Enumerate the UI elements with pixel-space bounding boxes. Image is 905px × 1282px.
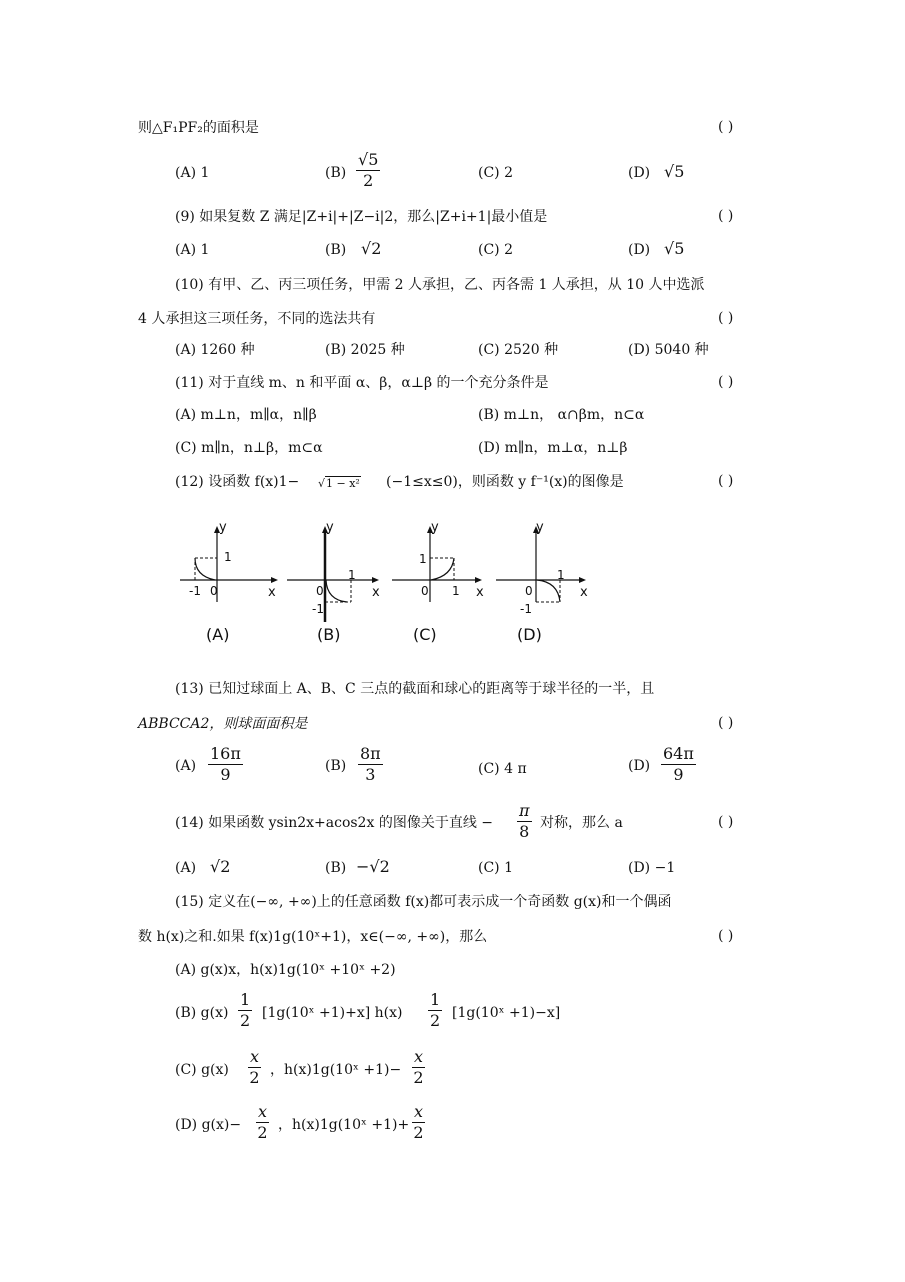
q15-answer-bracket: ( ) xyxy=(718,928,734,944)
q8-option-b-fraction: √5 2 xyxy=(358,150,379,190)
q12-graph-d-neg-one: -1 xyxy=(520,602,532,616)
q14-option-a-label: (A) xyxy=(175,860,197,876)
q12-graph-c-zero: 0 xyxy=(421,584,429,598)
q12-stem-prefix: (12) 设函数 f(x)1− xyxy=(175,474,300,490)
q9-option-a: (A) 1 xyxy=(175,242,210,258)
q12-graph-b-y-label: y xyxy=(326,520,334,535)
q15-option-a: (A) g(x)x，h(x)1g(10ˣ +10ˣ +2) xyxy=(175,962,396,978)
q9-answer-bracket: ( ) xyxy=(718,208,734,224)
q10-option-d: (D) 5040 种 xyxy=(628,342,709,358)
q12-graph-a-one: 1 xyxy=(224,550,232,564)
q9-option-b-label: (B) xyxy=(325,242,347,258)
q12-stem-suffix: (−1≤x≤0)，则函数 y f⁻¹(x)的图像是 xyxy=(386,474,624,490)
q12-graph-b-x-label: x xyxy=(372,585,380,600)
q12-graph-d-y-label: y xyxy=(536,520,544,535)
q12-graph-d-x-label: x xyxy=(580,585,588,600)
q15-option-b-prefix: (B) g(x) xyxy=(175,1005,229,1021)
q9-stem: (9) 如果复数 Z 满足|Z+i|+|Z−i|2，那么|Z+i+1|最小值是 xyxy=(175,209,548,225)
q12-graph-c-one-x: 1 xyxy=(452,584,460,598)
q13-option-a-fraction: 16π 9 xyxy=(210,744,241,784)
q15-option-d-frac-1: x 2 xyxy=(257,1102,268,1142)
q13-option-d-label: (D) xyxy=(628,758,651,774)
q10-stem-line1: (10) 有甲、乙、丙三项任务，甲需 2 人承担，乙、丙各需 1 人承担，从 10 人中选派 xyxy=(175,277,705,293)
q15-option-b-half-2: 1 2 xyxy=(430,990,441,1030)
q14-stem-fraction: π 8 xyxy=(519,801,530,841)
q14-option-c: (C) 1 xyxy=(478,860,513,876)
q12-graph-b-one: 1 xyxy=(348,568,356,582)
q8-option-d-value: √5 xyxy=(664,162,685,181)
q10-option-b: (B) 2025 种 xyxy=(325,342,405,358)
q10-option-a: (A) 1260 种 xyxy=(175,342,255,358)
q9-option-d-value: √5 xyxy=(664,239,685,258)
q11-option-c: (C) m∥n，n⊥β，m⊂α xyxy=(175,440,323,456)
q8-option-a: (A) 1 xyxy=(175,165,210,181)
q15-stem-line1: (15) 定义在(−∞, +∞)上的任意函数 f(x)都可表示成一个奇函数 g(x)和一个偶函 xyxy=(175,894,672,910)
q12-graph-b xyxy=(285,522,385,626)
q9-option-b-value: √2 xyxy=(361,239,382,258)
q15-option-b-half-1: 1 2 xyxy=(240,990,251,1030)
q15-option-d-prefix: (D) g(x)− xyxy=(175,1117,242,1133)
q13-option-b-label: (B) xyxy=(325,758,347,774)
q12-graph-a-label: (A) xyxy=(206,625,230,644)
q11-answer-bracket: ( ) xyxy=(718,374,734,390)
q13-stem-line2: ABBCCA2，则球面面积是 xyxy=(138,716,308,732)
q10-answer-bracket: ( ) xyxy=(718,310,734,326)
q13-option-b-fraction: 8π 3 xyxy=(360,744,381,784)
q9-option-d-label: (D) xyxy=(628,242,651,258)
q11-stem: (11) 对于直线 m、n 和平面 α、β，α⊥β 的一个充分条件是 xyxy=(175,375,549,391)
q14-option-a-value: √2 xyxy=(210,857,231,876)
q14-stem-prefix: (14) 如果函数 ysin2x+acos2x 的图像关于直线 − xyxy=(175,815,493,831)
q12-answer-bracket: ( ) xyxy=(718,473,734,489)
q12-graph-a-x-label: x xyxy=(268,585,276,600)
q12-graph-c xyxy=(390,522,490,604)
q12-graph-c-x-label: x xyxy=(476,585,484,600)
q12-graph-a-zero: 0 xyxy=(210,584,218,598)
q12-graph-c-label: (C) xyxy=(413,625,437,644)
q12-graph-d-label: (D) xyxy=(517,625,542,644)
q12-graph-c-y-label: y xyxy=(431,520,439,535)
q14-option-b-value: −√2 xyxy=(356,857,390,876)
q9-option-c: (C) 2 xyxy=(478,242,513,258)
q12-graph-d-one: 1 xyxy=(557,568,565,582)
q11-option-d: (D) m∥n，m⊥α，n⊥β xyxy=(478,440,628,456)
q11-option-a: (A) m⊥n，m∥α，n∥β xyxy=(175,407,317,423)
q10-stem-line2: 4 人承担这三项任务，不同的选法共有 xyxy=(138,311,376,327)
q10-option-c: (C) 2520 种 xyxy=(478,342,559,358)
q12-graph-b-zero: 0 xyxy=(316,584,324,598)
q15-option-c-middle: ，h(x)1g(10ˣ +1)− xyxy=(270,1062,402,1078)
q8-stem: 则△F₁PF₂的面积是 xyxy=(138,120,259,136)
q12-graph-a-neg-one: -1 xyxy=(189,584,201,598)
q15-option-d-frac-2: x 2 xyxy=(413,1102,424,1142)
q15-option-b-middle: [1g(10ˣ +1)+x] h(x) xyxy=(262,1005,403,1021)
q12-graph-c-one: 1 xyxy=(419,552,427,566)
q13-answer-bracket: ( ) xyxy=(718,715,734,731)
q8-option-b-label: (B) xyxy=(325,165,347,181)
q14-answer-bracket: ( ) xyxy=(718,814,734,830)
q13-option-a-label: (A) xyxy=(175,758,197,774)
q15-option-c-prefix: (C) g(x) xyxy=(175,1062,229,1078)
q12-graph-b-neg-one: -1 xyxy=(312,602,324,616)
q12-graph-d xyxy=(494,522,594,604)
q12-graph-d-zero: 0 xyxy=(525,584,533,598)
q14-stem-suffix: 对称，那么 a xyxy=(540,815,623,831)
q14-option-b-label: (B) xyxy=(325,860,347,876)
q15-option-d-middle: ，h(x)1g(10ˣ +1)+ xyxy=(278,1117,410,1133)
q8-answer-bracket: ( ) xyxy=(718,119,734,135)
q12-graph-a-y-label: y xyxy=(219,520,227,535)
q13-option-d-fraction: 64π 9 xyxy=(663,744,694,784)
q14-option-d: (D) −1 xyxy=(628,860,676,876)
q12-graph-b-label: (B) xyxy=(317,625,341,644)
q12-radical: √1 − x² xyxy=(318,477,360,490)
q15-stem-line2: 数 h(x)之和.如果 f(x)1g(10ˣ+1)，x∈(−∞, +∞)，那么 xyxy=(138,929,488,945)
q15-option-c-frac-2: x 2 xyxy=(413,1047,424,1087)
q8-option-d-label: (D) xyxy=(628,165,651,181)
q13-option-c: (C) 4 π xyxy=(478,761,527,777)
q15-option-b-suffix: [1g(10ˣ +1)−x] xyxy=(452,1005,561,1021)
q8-option-c: (C) 2 xyxy=(478,165,513,181)
q15-option-c-frac-1: x 2 xyxy=(249,1047,260,1087)
q13-stem-line1: (13) 已知过球面上 A、B、C 三点的截面和球心的距离等于球半径的一半，且 xyxy=(175,681,655,697)
q11-option-b: (B) m⊥n， α∩βm，n⊂α xyxy=(478,407,645,423)
